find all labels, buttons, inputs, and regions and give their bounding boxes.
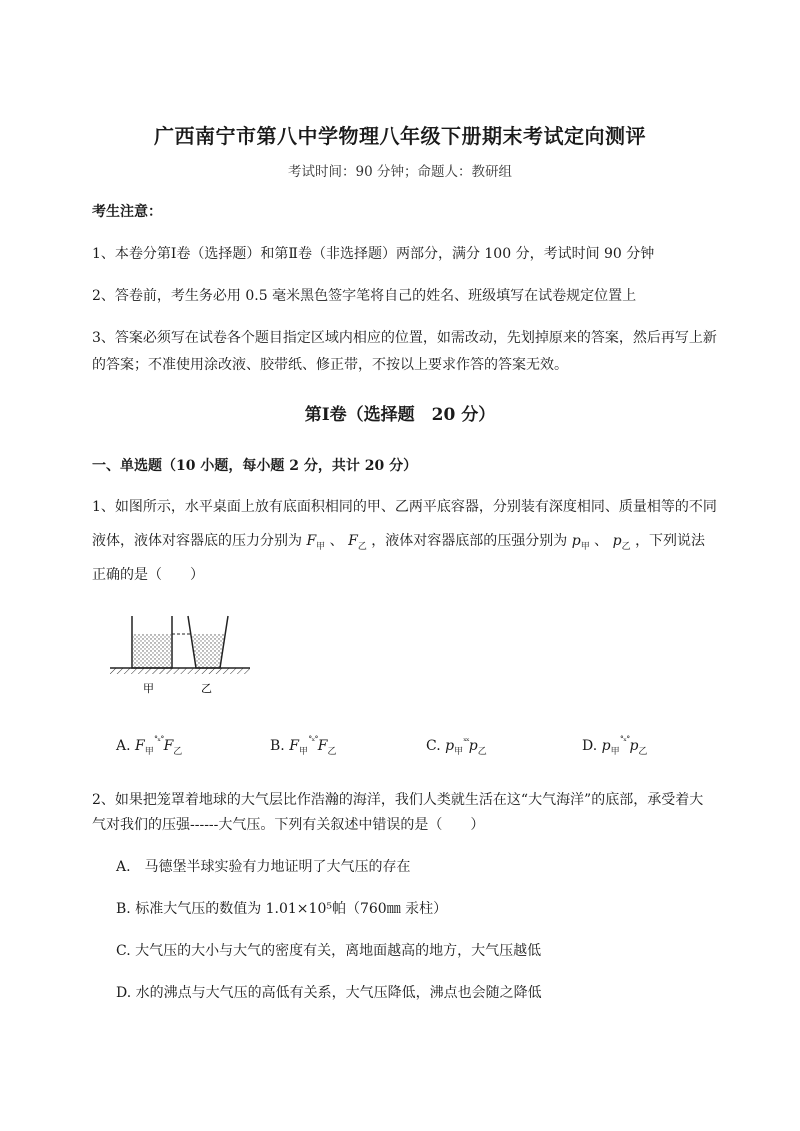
q1-figure	[110, 610, 250, 700]
option-d-label: D.	[582, 738, 598, 754]
q2-choice-d[interactable]: D. 水的沸点与大气压的高低有关系，大气压降低，沸点也会随之降低	[116, 985, 542, 1001]
q1-text-c: ，液体对容器底部的压强分别为	[371, 533, 568, 549]
option-d-sub2: 乙	[638, 746, 648, 757]
label-yi: 乙	[201, 682, 212, 695]
option-c-sub1: 甲	[454, 746, 464, 757]
q1-line3: 正确的是（ ）	[92, 567, 204, 583]
page-title: 广西南宁市第八中学物理八年级下册期末考试定向测评	[154, 124, 646, 148]
option-b-sub2: 乙	[327, 746, 337, 757]
exam-info: 考试时间：90 分钟；命题人：教研组	[288, 164, 512, 180]
section-title: 第Ⅰ卷（选择题 20 分）	[304, 405, 496, 425]
q1-option-c[interactable]	[426, 737, 487, 757]
label-jia: 甲	[143, 682, 154, 695]
option-d-relation: ˚ˣ˚	[619, 737, 630, 747]
q1-option-a[interactable]	[116, 737, 182, 757]
q1-line1: 1、如图所示，水平桌面上放有底面积相同的甲、乙两平底容器，分别装有深度相同、质量相等的不同	[92, 499, 717, 515]
option-b-F1: F	[289, 738, 299, 754]
q1-sub-yi2: 乙	[621, 541, 631, 552]
containers-diagram	[110, 610, 250, 700]
option-d-sub1: 甲	[610, 746, 620, 757]
option-c-sub2: 乙	[477, 746, 487, 757]
q1-p2: p	[612, 533, 622, 549]
q2-choice-b[interactable]: B. 标准大气压的数值为 1.01×10⁵帕（760㎜ 汞柱）	[116, 901, 448, 917]
liquid-yi	[192, 634, 224, 668]
ground-hatch	[110, 668, 250, 674]
option-d-p2: p	[629, 738, 639, 754]
q1-F: F	[306, 533, 317, 549]
q1-line2	[92, 531, 705, 557]
q1-F2: F	[348, 533, 358, 549]
option-c-label: C.	[426, 738, 441, 754]
option-a-label: A.	[116, 738, 131, 754]
option-c-p1: p	[445, 738, 455, 754]
option-c-relation: ˣˣ	[463, 737, 469, 747]
option-a-sub1: 甲	[144, 746, 154, 757]
q2-choice-c[interactable]: C. 大气压的大小与大气的密度有关，离地面越高的地方，大气压越低	[116, 943, 542, 959]
q1-text-e: ，下列说法	[635, 533, 706, 549]
option-a-relation: ˚ˣ˚	[153, 737, 164, 747]
liquid-jia	[133, 634, 171, 668]
option-a-F1: F	[135, 738, 145, 754]
part-heading: 一、单选题（10 小题，每小题 2 分，共计 20 分）	[92, 458, 418, 474]
option-c-p2: p	[468, 738, 478, 754]
q1-option-b[interactable]	[270, 737, 337, 757]
notice-item-3-cont: 的答案；不准使用涂改液、胶带纸、修正带，不按以上要求作答的答案无效。	[92, 357, 568, 373]
option-b-relation: ˚ˣ˚	[307, 737, 318, 747]
option-b-F2: F	[317, 738, 328, 754]
notice-item-3: 3、答案必须写在试卷各个题目指定区域内相应的位置，如需改动，先划掉原来的答案，然后再写上新	[92, 330, 717, 346]
option-a-F2: F	[163, 738, 174, 754]
q1-sub-yi: 乙	[357, 541, 367, 552]
option-b-label: B.	[270, 738, 285, 754]
q2-choice-a[interactable]: A. 马德堡半球实验有力地证明了大气压的存在	[116, 859, 411, 875]
notice-item-2: 2、答卷前，考生务必用 0.5 毫米黑色签字笔将自己的姓名、班级填写在试卷规定位置上	[92, 288, 637, 304]
notice-heading: 考生注意：	[92, 204, 162, 220]
notice-item-1: 1、本卷分第Ⅰ卷（选择题）和第Ⅱ卷（非选择题）两部分，满分 100 分，考试时间 90 分钟	[92, 246, 655, 262]
q1-text-b: 、	[329, 533, 344, 549]
q2-line1: 2、如果把笼罩着地球的大气层比作浩瀚的海洋，我们人类就生活在这“大气海洋”的底部，承受着大	[92, 792, 704, 808]
option-d-p1: p	[601, 738, 611, 754]
q1-sub-jia2: 甲	[580, 541, 590, 552]
option-a-sub2: 乙	[173, 746, 183, 757]
q1-text-a: 液体，液体对容器底的压力分别为	[92, 533, 302, 549]
option-b-sub1: 甲	[298, 746, 308, 757]
q1-p: p	[571, 533, 581, 549]
q1-option-d[interactable]	[582, 737, 647, 757]
q1-sub-jia: 甲	[316, 541, 326, 552]
q2-line2: 气对我们的压强------大气压。下列有关叙述中错误的是（ ）	[92, 817, 485, 833]
q1-text-d: 、	[594, 533, 609, 549]
